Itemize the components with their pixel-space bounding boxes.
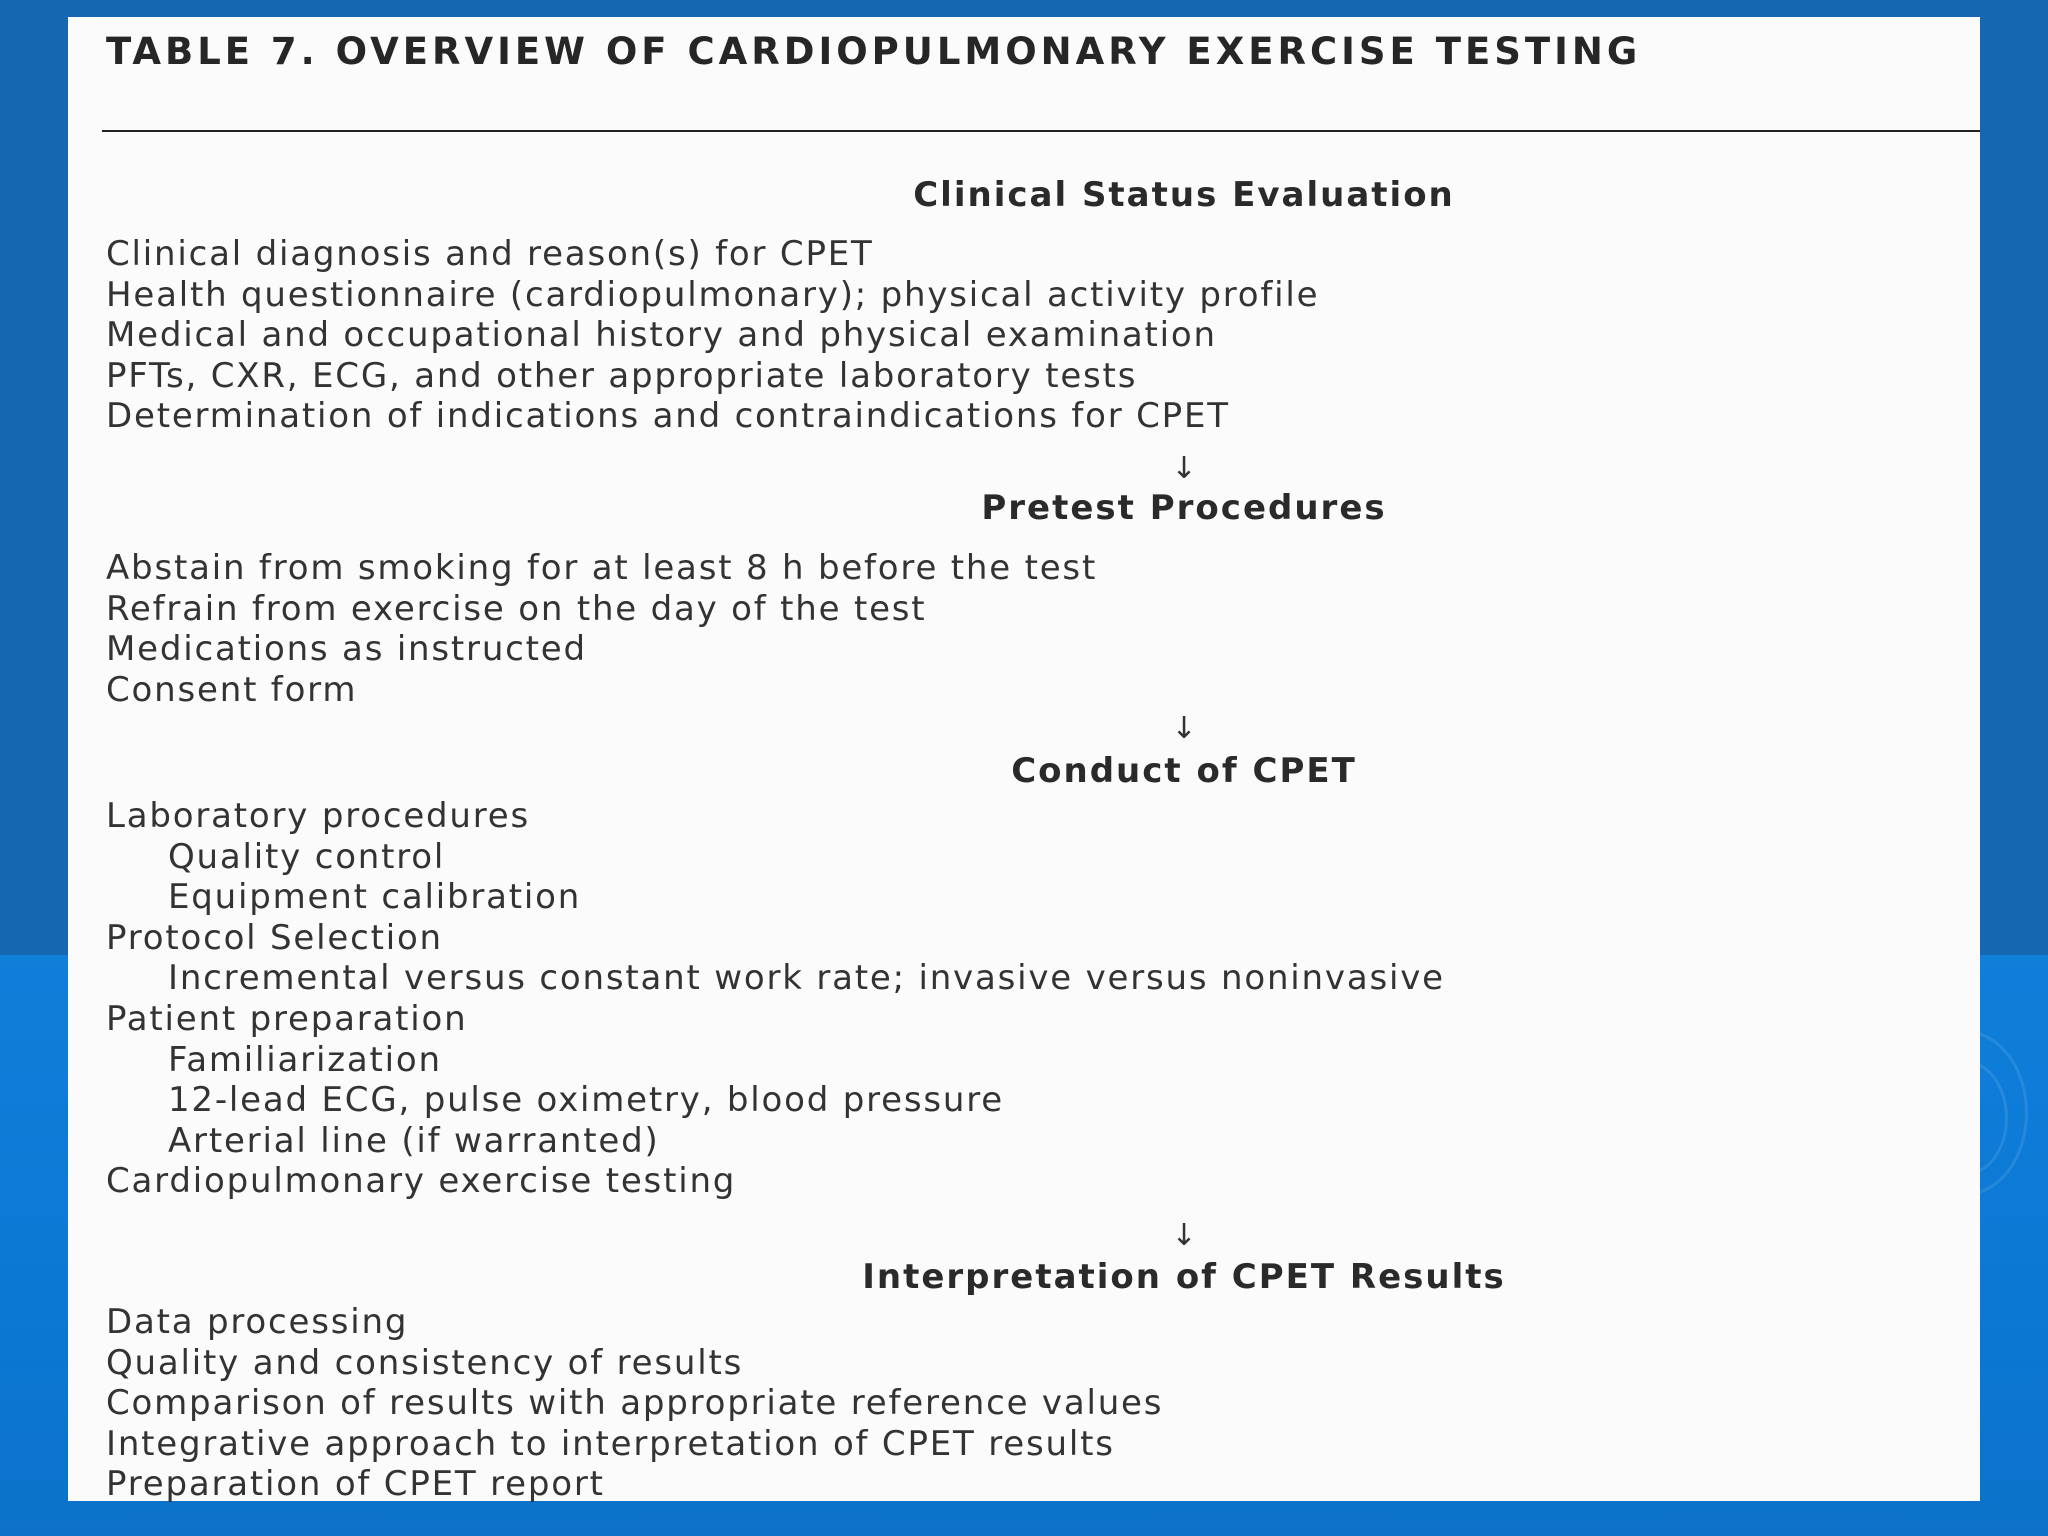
list-item: Preparation of CPET report <box>106 1464 605 1505</box>
section-list-clinical-status <box>106 234 1319 437</box>
list-item: Protocol Selection <box>106 917 443 958</box>
list-item: Patient preparation <box>106 998 468 1039</box>
list-subitem: 12-lead ECG, pulse oximetry, blood pressure <box>168 1080 1005 1121</box>
list-item: Medications as instructed <box>106 629 587 670</box>
list-item: Integrative approach to interpretation of CPET results <box>106 1423 1115 1464</box>
list-item: Abstain from smoking for at least 8 h before the test <box>106 548 1098 588</box>
list-subitem: Quality control <box>168 836 446 877</box>
flow-arrow-down-icon: ↓ <box>1171 451 1197 486</box>
table-page <box>68 17 1980 1505</box>
flow-arrow-down-icon: ↓ <box>1171 1218 1197 1253</box>
list-item: Cardiopulmonary exercise testing <box>106 1161 737 1202</box>
list-item: Clinical diagnosis and reason(s) for CPET <box>106 234 874 274</box>
section-heading-conduct-of-cpet: Conduct of CPET <box>1011 751 1357 791</box>
list-item: Health questionnaire (cardiopulmonary); physical activity profile <box>106 274 1320 315</box>
section-heading-clinical-status: Clinical Status Evaluation <box>913 175 1455 215</box>
list-subitem: Familiarization <box>168 1039 442 1080</box>
list-item: Determination of indications and contraindications for CPET <box>106 396 1230 437</box>
list-subitem: Equipment calibration <box>168 877 582 918</box>
list-item: Consent form <box>106 669 358 710</box>
list-subitem: Arterial line (if warranted) <box>168 1120 660 1161</box>
table-title: TABLE 7. OVERVIEW OF CARDIOPULMONARY EXERCISE TESTING <box>106 30 1642 73</box>
list-item: Medical and occupational history and physical examination <box>106 315 1217 356</box>
list-item: Refrain from exercise on the day of the test <box>106 588 927 629</box>
list-item: Quality and consistency of results <box>106 1342 744 1383</box>
section-list-conduct-of-cpet <box>106 796 1445 1202</box>
section-list-pretest-procedures <box>106 548 1097 710</box>
list-item: PFTs, CXR, ECG, and other appropriate laboratory tests <box>106 355 1138 396</box>
section-heading-interpretation: Interpretation of CPET Results <box>862 1257 1506 1297</box>
title-divider <box>102 130 1980 132</box>
section-heading-pretest-procedures: Pretest Procedures <box>981 488 1387 528</box>
flow-arrow-down-icon: ↓ <box>1171 711 1197 746</box>
list-item: Laboratory procedures <box>106 796 531 836</box>
list-item: Data processing <box>106 1302 409 1342</box>
list-item: Comparison of results with appropriate reference values <box>106 1383 1164 1424</box>
list-subitem: Incremental versus constant work rate; invasive versus noninvasive <box>168 958 1445 999</box>
section-list-interpretation <box>106 1302 1163 1505</box>
